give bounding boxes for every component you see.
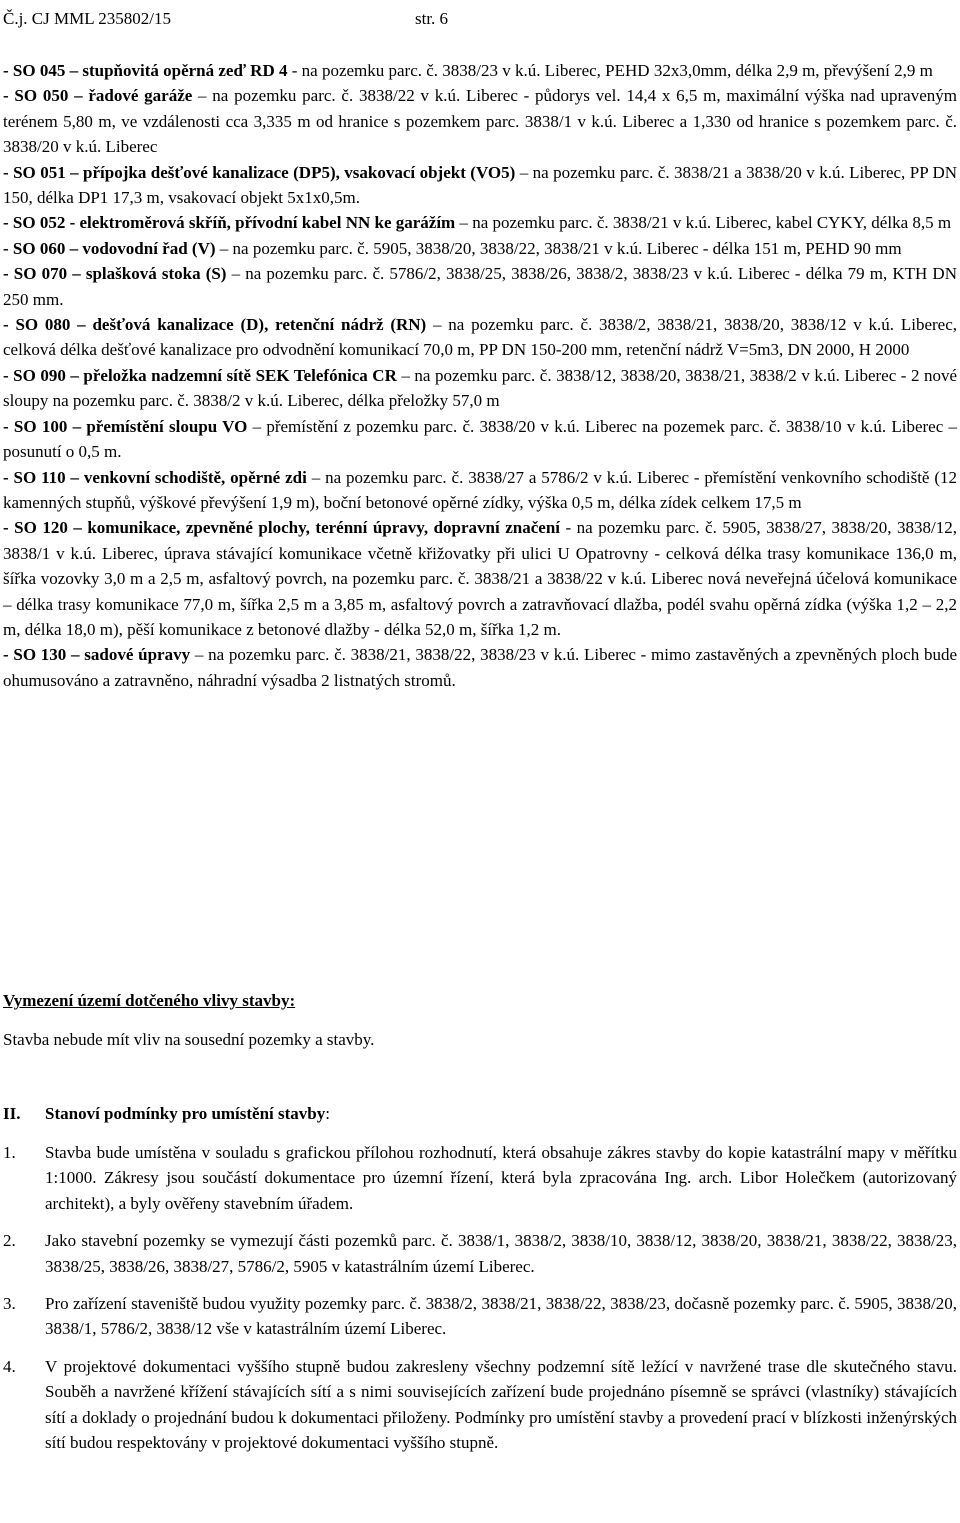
condition-item <box>3 1228 957 1279</box>
item-text: – na pozemku parc. č. 3838/2, 3838/21, 3838/20, 3838/12 v k.ú. Liberec, celková délka dešťové kanalizace pro odvodnění komunikací 70,0 m, PP DN 150-200 mm, retenční nádrž V=5m3, DN 2000, H 2000 <box>3 315 957 360</box>
item-title: - SO 070 – splašková stoka (S) <box>3 264 227 284</box>
section-title <box>45 1101 330 1126</box>
item-text: – na pozemku parc. č. 3838/21 a 3838/20 v k.ú. Liberec, PP DN 150, délka DP1 17,3 m, vsakovací objekt 5x1x0,5m. <box>3 162 957 208</box>
impact-heading: Vymezení území dotčeného vlivy stavby: <box>3 991 296 1010</box>
list-item <box>3 58 957 83</box>
item-text: – na pozemku parc. č. 3838/12, 3838/20, 3838/21, 3838/2 v k.ú. Liberec - 2 nové sloupy na pozemku parc. č. 3838/2 v k.ú. Liberec, délka přeložky 57,0 m <box>3 365 958 411</box>
list-item <box>3 160 957 211</box>
condition-item <box>3 1291 957 1342</box>
item-text: - na pozemku parc. č. 3838/23 v k.ú. Liberec, PEHD 32x3,0mm, délka 2,9 m, převýšení 2,9 m <box>287 61 933 80</box>
conditions-list <box>3 1140 957 1467</box>
page-header <box>3 6 957 31</box>
condition-text: V projektové dokumentaci vyššího stupně budou zakresleny všechny podzemní sítě ležící v navržené trase dle skutečného stavu. Souběh a navržené křížení stávajících sítí a s nimi souvisejících zařízení bude projednáno písemně se správci (vlastníky) stávajících sítí a doklady o projednání budou k dokumentaci přiloženy. Podmínky pro umístění stavby a provedení prací v blízkosti inženýrských sítí budou respektovány v projektové dokumentaci vyššího stupně. <box>45 1356 957 1453</box>
item-title: - SO 110 – venkovní schodiště, opěrné zdi <box>3 467 307 487</box>
item-title: - SO 052 - elektroměrová skříň, přívodní kabel NN ke garážím <box>3 213 456 233</box>
item-title: - SO 090 – přeložka nadzemní sítě SEK Telefónica CR <box>3 365 397 385</box>
list-item <box>3 465 957 516</box>
item-text: – na pozemku parc. č. 3838/21 v k.ú. Liberec, kabel CYKY, délka 8,5 m <box>455 213 952 233</box>
item-text: – na pozemku parc. č. 5905, 3838/20, 3838/22, 3838/21 v k.ú. Liberec - délka 151 m, PEHD 90 mm <box>215 238 902 258</box>
building-objects-list <box>3 58 957 693</box>
list-item <box>3 261 957 312</box>
page-number: str. 6 <box>415 9 449 28</box>
reference-number: Č.j. CJ MML 235802/15 <box>3 9 171 28</box>
item-text: – na pozemku parc. č. 5786/2, 3838/25, 3838/26, 3838/2, 3838/23 v k.ú. Liberec - délka 79 m, KTH DN 250 mm. <box>3 264 957 309</box>
list-item <box>3 642 957 693</box>
item-text: – na pozemku parc. č. 3838/22 v k.ú. Liberec - půdorys vel. 14,4 x 6,5 m, maximální výška nad upraveným terénem 5,80 m, ve vzdálenosti cca 3,335 m od hranice s pozemkem parc. 3838/1 v k.ú. Liberec a 1,330 od hranice s pozemkem parc. č. 3838/20 v k.ú. Liberec <box>3 86 957 157</box>
list-item <box>3 210 957 235</box>
item-title: - SO 080 – dešťová kanalizace (D), retenční nádrž (RN) <box>3 315 427 335</box>
impact-text: Stavba nebude mít vliv na sousední pozemky a stavby. <box>3 1030 375 1049</box>
item-title: - SO 120 – komunikace, zpevněné plochy, terénní úpravy, dopravní značení <box>3 518 561 538</box>
list-item <box>3 515 957 642</box>
item-title: - SO 060 – vodovodní řad (V) <box>3 238 216 258</box>
condition-number: 2. <box>3 1231 16 1251</box>
condition-item <box>3 1354 957 1456</box>
item-title: - SO 050 – řadové garáže <box>3 86 193 106</box>
item-title: - SO 051 – přípojka dešťové kanalizace (DP5), vsakovací objekt (VO5) <box>3 162 516 182</box>
list-item <box>3 414 957 465</box>
item-title: - SO 045 – stupňovitá opěrná zeď RD 4 <box>3 61 288 80</box>
condition-number: 1. <box>3 1143 16 1162</box>
condition-text: Jako stavební pozemky se vymezují části pozemků parc. č. 3838/1, 3838/2, 3838/10, 3838/12, 3838/20, 3838/21, 3838/22, 3838/23, 3838/25, 3838/26, 3838/27, 5786/2, 5905 v katastrálním území Liberec. <box>45 1231 957 1276</box>
list-item <box>3 236 957 261</box>
section-title-colon: : <box>325 1104 330 1123</box>
condition-item <box>3 1140 957 1216</box>
section-number: II. <box>3 1104 21 1123</box>
item-text: – na pozemku parc. č. 3838/21, 3838/22, 3838/23 v k.ú. Liberec - mimo zastavěných a zpevněných ploch bude ohumusováno a zatravněno, náhradní výsadba 2 listnatých stromů. <box>3 645 957 690</box>
list-item <box>3 312 957 363</box>
list-item <box>3 363 957 414</box>
item-title: - SO 100 – přemístění sloupu VO <box>3 416 248 436</box>
condition-text: Stavba bude umístěna v souladu s grafickou přílohou rozhodnutí, která obsahuje zákres stavby do kopie katastrální mapy v měřítku 1:1000. Zákresy jsou součástí dokumentace pro územní řízení, která byla zpracována Ing. arch. Libor Holečkem (autorizovaný architekt), a byly ověřeny stavebním úřadem. <box>45 1143 957 1213</box>
item-text: – přemístění z pozemku parc. č. 3838/20 v k.ú. Liberec na pozemek parc. č. 3838/10 v k.ú. Liberec – posunutí o 0,5 m. <box>3 416 958 462</box>
condition-text: Pro zařízení staveniště budou využity pozemky parc. č. 3838/2, 3838/21, 3838/22, 3838/23, dočasně pozemky parc. č. 5905, 3838/20, 3838/1, 5786/2, 3838/12 vše v katastrálním území Liberec. <box>45 1294 957 1339</box>
condition-number: 4. <box>3 1356 16 1376</box>
item-text: – na pozemku parc. č. 3838/27 a 5786/2 v k.ú. Liberec - přemístění venkovního schodiště (12 kamenných stupňů, výškové převýšení 1,9 m), boční betonové opěrné zídky, výška 0,5 m, délka zídek celkem 17,5 m <box>3 467 957 512</box>
section-title-text: Stanoví podmínky pro umístění stavby <box>45 1104 326 1123</box>
item-text: - na pozemku parc. č. 5905, 3838/27, 3838/20, 3838/12, 3838/1 v k.ú. Liberec, úprava stávající komunikace včetně křižovatky při ulici U Opatrovny - celková délka trasy komunikace 136,0 m, šířka vozovky 3,0 m a 2,5 m, asfaltový povrch, na pozemku parc. č. 3838/21 a 3838/22 v k.ú. Liberec nová neveřejná účelová komunikace – délka trasy komunikace 77,0 m, šířka 2,5 m a 3,85 m, asfaltový povrch a zatravňovací dlažba, podél svahu opěrná zídka (výška 1,2 – 2,2 m, délka 18,0 m), pěší komunikace z betonové dlažby - délka 52,0 m, šířka 1,2 m. <box>3 518 957 639</box>
list-item <box>3 83 957 159</box>
condition-number: 3. <box>3 1294 16 1314</box>
item-title: - SO 130 – sadové úpravy <box>3 645 191 665</box>
